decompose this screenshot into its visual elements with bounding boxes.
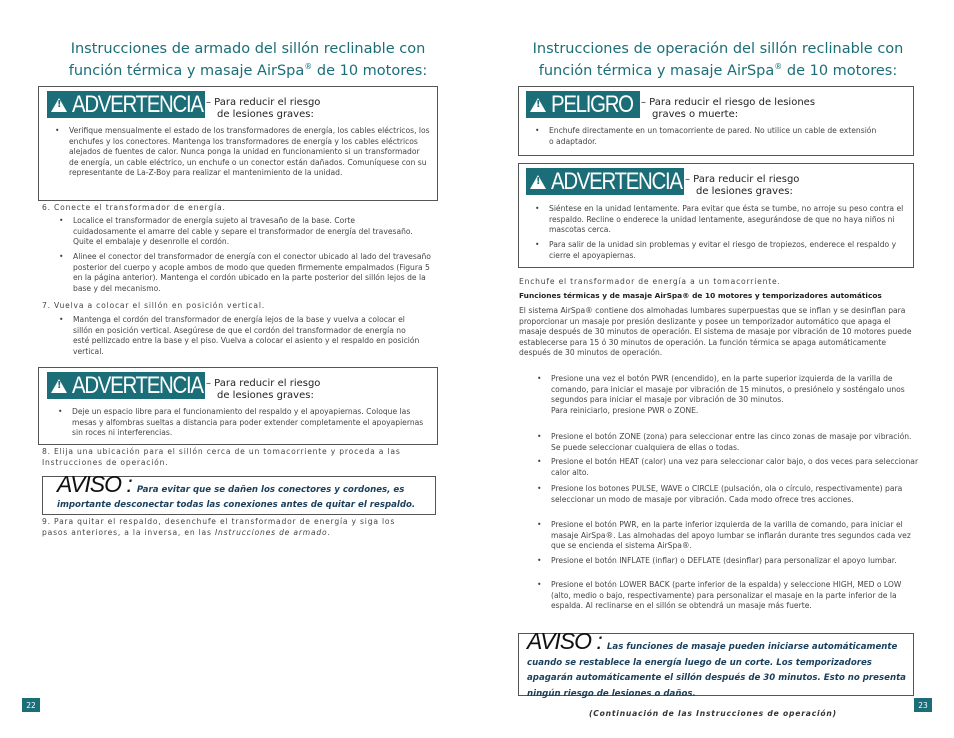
warning-reduce-text [685, 174, 799, 198]
bullet-4: • Presione los botones PULSE, WAVE o CIRCLE (pulsación, ola o círculo, respectivamente) para seleccionar un modo de masaje por vibración. Cada modo ofrece tres acciones. [551, 484, 919, 505]
warning-label: ADVERTENCIA [72, 371, 203, 399]
right-aviso-box [518, 628, 914, 699]
warning-bullet: • Deje un espacio libre para el funcionamiento del respaldo y el apoyapiernas. Coloque las mesas y alfombras sueltas a distancia para poder extender completamente el apoyapiernas sin roces ni interferencias. [72, 407, 430, 439]
aviso-text: Las funciones de masaje pueden iniciarse automáticamente cuando se restablece la energía luego de un corte. Los temporizadores apagarán automáticamente el sillón después de 30 minutos. Esto no presenta ningún riesgo de lesiones o daños. [527, 642, 906, 699]
bullet-1-reset: Para reiniciarlo, presione PWR o ZONE. [551, 405, 699, 415]
step-7-bullet-1: • Mantenga el cordón del transformador de energía lejos de la base y vuelva a colocar el sillón en posición vertical. Asegúrese de que el cordón del transformador de energía no esté pellizcado entre la base y el piso. Vuelva a colocar el asiento y el respaldo en posición vertical. [73, 315, 423, 357]
left-heading-line1: Instrucciones de armado del sillón reclinable con [70, 41, 426, 57]
reduce-line2: de lesiones graves: [696, 186, 793, 197]
step-9-italic: Instrucciones de armado [214, 527, 328, 537]
right-danger-box [518, 86, 914, 156]
step-9 [42, 517, 402, 538]
page-number-right: 23 [914, 698, 932, 712]
right-heading-line2b: de 10 motores: [782, 62, 898, 79]
right-heading-reg: ® [774, 62, 783, 71]
reduce-line2: graves o muerte: [652, 109, 739, 120]
danger-reduce-text [641, 97, 815, 121]
warning-triangle-icon [530, 175, 546, 189]
danger-triangle-icon [530, 98, 546, 112]
left-warning-box-1 [38, 86, 438, 201]
continued-note: (Continuación de las Instrucciones de operación) [589, 709, 837, 718]
plug-instruction: Enchufe el transformador de energía a un tomacorriente. [519, 277, 781, 286]
warning-bullet-2: • Para salir de la unidad sin problemas y evitar el riesgo de tropiezos, enderece el respaldo y cierre el apoyapiernas. [549, 240, 904, 261]
step-9-text: 9. Para quitar el respaldo, desenchufe el transformador de energía y siga los pasos anteriores, a la inversa, en las [42, 517, 396, 537]
right-heading [513, 40, 923, 80]
reduce-line1: – Para reducir el riesgo [206, 97, 321, 108]
step-7: 7. Vuelva a colocar el sillón en posición vertical. [42, 301, 265, 310]
left-heading [38, 40, 458, 80]
left-warning-box-2 [38, 367, 438, 445]
aviso-label: AVISO : [527, 628, 602, 654]
warning-label: ADVERTENCIA [551, 167, 682, 195]
aviso-label: AVISO : [57, 471, 132, 497]
bullet-2: • Presione el botón ZONE (zona) para seleccionar entre las cinco zonas de masaje por vibración. Se puede seleccionar cualquiera de ellas o todas. [551, 432, 919, 453]
reduce-line2: de lesiones graves: [217, 109, 314, 120]
warning-reduce-text [206, 97, 320, 121]
step-6: 6. Conecte el transformador de energía. [42, 203, 226, 212]
right-heading-line2 [513, 58, 923, 80]
reduce-line1: – Para reducir el riesgo de lesiones [641, 97, 816, 108]
left-page [38, 0, 458, 80]
bullet-7: • Presione el botón LOWER BACK (parte inferior de la espalda) y seleccione HIGH, MED o LOW (alto, medio o bajo, respectivamente) para personalizar el masaje en la parte inferior de la espalda. Al reclinarse en el sillón se obtendrá un masaje más fuerte. [551, 580, 923, 612]
step-6-bullet-1: • Localice el transformador de energía sujeto al travesaño de la base. Corte cuidadosamente el amarre del cable y separe el transformador de energía del travesaño. Quite el embalaje y desenrolle el cordón. [73, 216, 419, 248]
danger-bullet: • Enchufe directamente en un tomacorriente de pared. No utilice un cable de extensión o adaptador. [549, 126, 879, 147]
warning-label: ADVERTENCIA [72, 90, 203, 118]
warning-triangle-icon [51, 98, 67, 112]
step-9-end: . [327, 527, 331, 537]
left-heading-line2b: de 10 motores: [312, 62, 428, 79]
warning-bullet-1: • Siéntese en la unidad lentamente. Para evitar que ésta se tumbe, no arroje su peso contra el respaldo. Recline o enderece la unidad lentamente, asegurándose de que no haya niños ni mascotas cerca. [549, 204, 904, 236]
warning-badge [47, 91, 205, 118]
aviso-content [57, 471, 431, 511]
reduce-line2: de lesiones graves: [217, 390, 314, 401]
intro-paragraph: El sistema AirSpa® contiene dos almohadas lumbares superpuestas que se inflan y se desinflan para proporcionar un masaje por presión deslizante y posee un temporizador automático que apaga el masaje después de 30 minutos de operación. El sistema de masaje por vibración de 10 motores puede establecerse para 15 ó 30 minutos de operación. La función térmica se apaga automáticamente después de 30 minutos de operación. [519, 306, 912, 358]
bullet-1-text: • Presione una vez el botón PWR (encendido), en la parte superior izquierda de la varilla de comando, para iniciar el masaje por vibración de 15 minutos, o presiónelo y sosténgalo unos segundos para iniciar el masaje por vibración de 30 minutos. [551, 374, 905, 405]
subheading: Funciones térmicas y de masaje AirSpa® de 10 motores y temporizadores automáticos [519, 291, 882, 300]
aviso-text: Para evitar que se dañen los conectores y cordones, es importante desconectar todas las conexiones antes de quitar el respaldo. [57, 485, 416, 510]
step-8: 8. Elija una ubicación para el sillón cerca de un tomacorriente y proceda a las Instrucciones de operación. [42, 447, 401, 467]
step-6-bullet-2: • Alinee el conector del transformador de energía con el conector ubicado al lado del travesaño posterior del cuerpo y acople ambos de modo que queden firmemente empalmados (Figura 5 en la página anterior). Mantenga el cordón ubicado en la parte posterior del sillón lejos de la base y del mecanismo. [73, 252, 437, 294]
right-warning-box [518, 163, 914, 268]
right-page [513, 0, 923, 80]
right-heading-line1: Instrucciones de operación del sillón reclinable con [532, 41, 904, 57]
left-heading-reg: ® [304, 62, 313, 71]
reduce-line1: – Para reducir el riesgo [685, 174, 800, 185]
warning-badge [47, 372, 205, 399]
warning-bullet: • Verifique mensualmente el estado de los transformadores de energía, los cables eléctricos, los enchufes y los conectores. Mantenga los transformadores de energía y los cables eléctricos alejados de fuentes de calor. Nunca ponga la unidad en funcionamiento si un transformador de energía, un cable eléctrico, un enchufe o un conector están dañados. Comuníquese con su representante de La-Z-Boy para realizar el mantenimiento de la unidad. [69, 126, 431, 179]
bullet-6: • Presione el botón INFLATE (inflar) o DEFLATE (desinflar) para personalizar el apoyo lumbar. [551, 556, 919, 567]
danger-badge [526, 91, 640, 118]
warning-reduce-text [206, 378, 320, 402]
warning-badge [526, 168, 684, 195]
left-heading-line2a: función térmica y masaje AirSpa [68, 62, 305, 79]
bullet-1 [551, 374, 919, 416]
page-number-left: 22 [22, 698, 40, 712]
danger-label: PELIGRO [551, 90, 633, 118]
left-heading-line2 [38, 58, 458, 80]
warning-triangle-icon [51, 379, 67, 393]
bullet-3: • Presione el botón HEAT (calor) una vez para seleccionar calor bajo, o dos veces para seleccionar calor alto. [551, 457, 919, 478]
reduce-line1: – Para reducir el riesgo [206, 378, 321, 389]
right-heading-line2a: función térmica y masaje AirSpa [538, 62, 775, 79]
left-aviso-box [42, 471, 436, 515]
bullet-5: • Presione el botón PWR, en la parte inferior izquierda de la varilla de comando, para iniciar el masaje AirSpa®. Las almohadas del apoyo lumbar se inflarán durante tres segundos cada vez que se encienda el sistema AirSpa®. [551, 520, 919, 552]
aviso-content [527, 628, 909, 700]
